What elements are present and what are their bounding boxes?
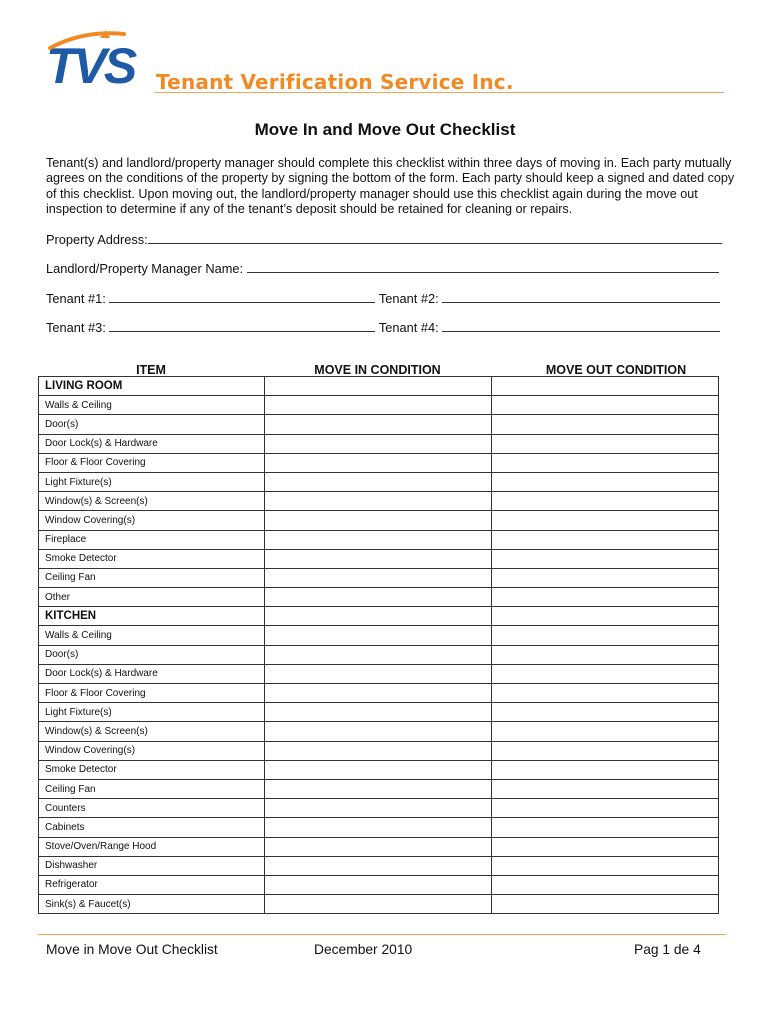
item-label: Fireplace: [39, 530, 265, 549]
move-in-condition-cell[interactable]: [265, 511, 492, 530]
move-in-condition-cell[interactable]: [265, 472, 492, 491]
landlord-name-line[interactable]: [247, 259, 719, 273]
table-row: [39, 434, 719, 453]
table-row: [39, 588, 719, 607]
tenant4-label: Tenant #4:: [378, 320, 439, 335]
tenant1-label: Tenant #1:: [46, 291, 106, 306]
move-out-condition-cell[interactable]: [492, 875, 719, 894]
table-row: [39, 415, 719, 434]
tenant3-line[interactable]: [109, 318, 375, 332]
move-out-condition-cell[interactable]: [492, 472, 719, 491]
item-label: Window Covering(s): [39, 741, 265, 760]
tenant1-line[interactable]: [109, 289, 375, 303]
col-header-move-out: MOVE OUT CONDITION: [545, 363, 687, 377]
item-label: Door Lock(s) & Hardware: [39, 664, 265, 683]
footer-divider: [38, 934, 726, 935]
table-row: [39, 760, 719, 779]
move-in-condition-cell[interactable]: [265, 799, 492, 818]
table-row: [39, 722, 719, 741]
checklist-table: [38, 376, 719, 914]
move-in-condition-cell[interactable]: [265, 722, 492, 741]
table-row: [39, 492, 719, 511]
move-out-condition-cell[interactable]: [492, 453, 719, 472]
move-in-condition-cell[interactable]: [265, 703, 492, 722]
move-out-condition-cell[interactable]: [492, 684, 719, 703]
table-row: [39, 875, 719, 894]
move-in-condition-cell[interactable]: [265, 396, 492, 415]
item-label: Smoke Detector: [39, 760, 265, 779]
table-row: [39, 741, 719, 760]
company-logo: [44, 28, 514, 94]
col-header-move-in: MOVE IN CONDITION: [314, 363, 441, 377]
move-in-condition-cell[interactable]: [265, 664, 492, 683]
move-out-condition-cell[interactable]: [492, 549, 719, 568]
table-row: [39, 818, 719, 837]
table-row: [39, 396, 719, 415]
tenant2-line[interactable]: [442, 289, 720, 303]
tvs-logo-mark: [44, 28, 156, 92]
property-address-label: Property Address:: [46, 232, 148, 247]
move-out-condition-cell[interactable]: [492, 799, 719, 818]
move-out-condition-cell[interactable]: [492, 492, 719, 511]
item-label: Stove/Oven/Range Hood: [39, 837, 265, 856]
move-in-condition-cell[interactable]: [265, 645, 492, 664]
table-row: [39, 549, 719, 568]
table-row: [39, 895, 719, 914]
item-label: Light Fixture(s): [39, 472, 265, 491]
move-out-condition-cell[interactable]: [492, 434, 719, 453]
move-out-condition-cell[interactable]: [492, 645, 719, 664]
item-label: Smoke Detector: [39, 549, 265, 568]
section-label: KITCHEN: [39, 607, 265, 626]
item-label: Window Covering(s): [39, 511, 265, 530]
move-out-condition-cell[interactable]: [492, 396, 719, 415]
item-label: Refrigerator: [39, 875, 265, 894]
move-in-condition-cell[interactable]: [265, 377, 492, 396]
item-label: Ceiling Fan: [39, 779, 265, 798]
item-label: Window(s) & Screen(s): [39, 722, 265, 741]
move-in-condition-cell[interactable]: [265, 875, 492, 894]
table-row: [39, 837, 719, 856]
move-out-condition-cell[interactable]: [492, 568, 719, 587]
table-row: [39, 779, 719, 798]
move-in-condition-cell[interactable]: [265, 549, 492, 568]
move-out-condition-cell[interactable]: [492, 415, 719, 434]
property-address-field: [46, 230, 722, 247]
move-in-condition-cell[interactable]: [265, 818, 492, 837]
move-out-condition-cell[interactable]: [492, 607, 719, 626]
table-row: [39, 530, 719, 549]
item-label: Ceiling Fan: [39, 568, 265, 587]
section-label: LIVING ROOM: [39, 377, 265, 396]
section-row: [39, 377, 719, 396]
header-divider: [154, 92, 724, 93]
move-in-condition-cell[interactable]: [265, 530, 492, 549]
move-out-condition-cell[interactable]: [492, 837, 719, 856]
move-out-condition-cell[interactable]: [492, 511, 719, 530]
tenant4-line[interactable]: [442, 318, 720, 332]
move-out-condition-cell[interactable]: [492, 760, 719, 779]
section-row: [39, 607, 719, 626]
intro-paragraph: Tenant(s) and landlord/property manager should complete this checklist within three days of moving in. Each party mutually agrees on the conditions of the property by signing the bottom of the form. Each party should keep a signed and dated copy of this checklist. Upon moving out, the landlord/property manager should use this checklist again during the move out inspection to determine if any of the tenant’s deposit should be retained for cleaning or repairs.: [46, 156, 735, 217]
company-name: Tenant Verification Service Inc.: [156, 70, 514, 94]
move-out-condition-cell[interactable]: [492, 588, 719, 607]
move-in-condition-cell[interactable]: [265, 453, 492, 472]
tenant-row-2: [46, 318, 720, 335]
move-in-condition-cell[interactable]: [265, 741, 492, 760]
move-in-condition-cell[interactable]: [265, 779, 492, 798]
move-in-condition-cell[interactable]: [265, 568, 492, 587]
item-label: Door(s): [39, 415, 265, 434]
table-row: [39, 626, 719, 645]
landlord-name-field: [46, 259, 719, 276]
table-row: [39, 684, 719, 703]
item-label: Walls & Ceiling: [39, 626, 265, 645]
table-row: [39, 568, 719, 587]
item-label: Other: [39, 588, 265, 607]
landlord-name-label: Landlord/Property Manager Name:: [46, 261, 244, 276]
item-label: Counters: [39, 799, 265, 818]
item-label: Floor & Floor Covering: [39, 684, 265, 703]
footer-date: December 2010: [314, 942, 413, 957]
item-label: Cabinets: [39, 818, 265, 837]
table-row: [39, 664, 719, 683]
item-label: Door Lock(s) & Hardware: [39, 434, 265, 453]
move-in-condition-cell[interactable]: [265, 492, 492, 511]
move-in-condition-cell[interactable]: [265, 760, 492, 779]
move-out-condition-cell[interactable]: [492, 895, 719, 914]
move-in-condition-cell[interactable]: [265, 415, 492, 434]
tenant2-label: Tenant #2:: [378, 291, 439, 306]
item-label: Sink(s) & Faucet(s): [39, 895, 265, 914]
move-in-condition-cell[interactable]: [265, 856, 492, 875]
item-label: Door(s): [39, 645, 265, 664]
item-label: Walls & Ceiling: [39, 396, 265, 415]
footer-doc-name: Move in Move Out Checklist: [46, 942, 218, 957]
item-label: Floor & Floor Covering: [39, 453, 265, 472]
move-in-condition-cell[interactable]: [265, 607, 492, 626]
move-out-condition-cell[interactable]: [492, 856, 719, 875]
table-row: [39, 472, 719, 491]
move-out-condition-cell[interactable]: [492, 626, 719, 645]
logo-letters: TVS: [46, 38, 135, 92]
table-row: [39, 856, 719, 875]
item-label: Window(s) & Screen(s): [39, 492, 265, 511]
move-out-condition-cell[interactable]: [492, 779, 719, 798]
footer-page-number: Pag 1 de 4: [634, 942, 701, 957]
move-in-condition-cell[interactable]: [265, 434, 492, 453]
item-label: Light Fixture(s): [39, 703, 265, 722]
table-row: [39, 453, 719, 472]
table-row: [39, 511, 719, 530]
move-out-condition-cell[interactable]: [492, 818, 719, 837]
move-in-condition-cell[interactable]: [265, 895, 492, 914]
move-in-condition-cell[interactable]: [265, 684, 492, 703]
col-header-item: ITEM: [136, 363, 166, 377]
table-row: [39, 645, 719, 664]
item-label: Dishwasher: [39, 856, 265, 875]
move-out-condition-cell[interactable]: [492, 703, 719, 722]
page-title: Move In and Move Out Checklist: [254, 120, 516, 139]
table-row: [39, 799, 719, 818]
move-out-condition-cell[interactable]: [492, 741, 719, 760]
move-out-condition-cell[interactable]: [492, 377, 719, 396]
move-in-condition-cell[interactable]: [265, 588, 492, 607]
tenant-row-1: [46, 289, 720, 306]
move-out-condition-cell[interactable]: [492, 664, 719, 683]
move-in-condition-cell[interactable]: [265, 837, 492, 856]
property-address-line[interactable]: [148, 230, 722, 244]
tenant3-label: Tenant #3:: [46, 320, 106, 335]
move-in-condition-cell[interactable]: [265, 626, 492, 645]
table-row: [39, 703, 719, 722]
move-out-condition-cell[interactable]: [492, 530, 719, 549]
move-out-condition-cell[interactable]: [492, 722, 719, 741]
